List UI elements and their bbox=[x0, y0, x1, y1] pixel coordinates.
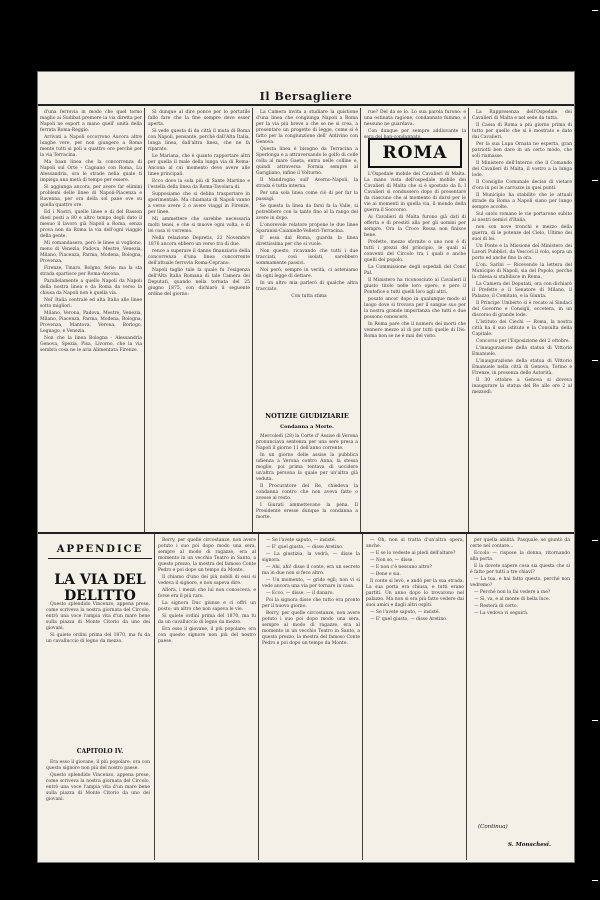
paragraph: — Ahi, ahi! disse il conte, era un secreto ma in due non si fece altro. bbox=[262, 565, 360, 576]
column-separator bbox=[466, 534, 467, 860]
paragraph: d'una ferrovia in modo che quel torno maglio ai Sudibat premere ia via diretta per Napoli ne esport a mano quell' unità della ferrata Roma-Reggio. bbox=[40, 110, 142, 133]
paragraph: — Resterà di certo. bbox=[474, 604, 518, 609]
edge-tick bbox=[592, 540, 598, 541]
appendice-rule bbox=[48, 558, 152, 559]
bottom-column-2 bbox=[158, 538, 256, 858]
paragraph: Il conte si levò, e andò per la sua strada. La sua porta era chiusa, e tutti erano partiti. Un anno dopo lo trovarono nel palazzo. Ma non si era più fatto vedere dai suoi amici e dagli altri ospiti. bbox=[366, 579, 464, 608]
paragraph: Il Mandrogno sull' Averno-Napoli, la strada è tutta interna. bbox=[256, 178, 358, 189]
masthead-title: Il Bersagliere bbox=[259, 90, 353, 103]
paragraph: Nella relazione Depretis, 22 Novembre 1876 ancora ebbero un verso tra di due. bbox=[148, 236, 250, 247]
paragraph: Si quiete ordini prima del 1870, ma fu da un cavalluccio di legno da mezzo. bbox=[46, 633, 150, 644]
paragraph: — Bene e sia. bbox=[370, 572, 401, 577]
paragraph: Prefetto, mezzo sfornito o uno non è di tutti i prezzi del principio, le quali ai conventi del Circolo tra i quali e anche quelli del popolo. bbox=[364, 240, 466, 263]
paragraph: — E' quel giusto, — disse Aretino. bbox=[370, 617, 448, 622]
paragraph: Per una sola linea come ciò di per far la passagi. bbox=[256, 191, 358, 202]
column-2 bbox=[148, 110, 250, 530]
paragraph: Nel' Italia centrale ed alta Italia alle linee sotto migliori. bbox=[40, 298, 142, 309]
bottom-column-4 bbox=[366, 538, 464, 858]
paragraph: La Commissione degli ospedali del Cons' Pal. bbox=[364, 265, 466, 276]
paragraph: E' essa dal Roma, guarda la linea direttissima per che si vuole. bbox=[256, 236, 358, 247]
column-4-top bbox=[364, 110, 466, 140]
paragraph: L'Istituto dei Ciechi — Roma, la nostra città ha il suo istituto e la Consulta della Capitale. bbox=[472, 320, 572, 337]
film-edge bbox=[588, 0, 600, 900]
column-separator bbox=[360, 108, 361, 532]
notizie-giudiziarie-heading: NOTIZIE GIUDIZIARIE bbox=[265, 412, 349, 420]
paragraph: Il 30 ottobre a Genova si doveva inaugurare la statua del Re alle ore 2 al mezzodì. bbox=[472, 378, 572, 395]
column-separator bbox=[154, 534, 155, 860]
column-separator bbox=[144, 108, 145, 532]
paragraph: Ai Cavalieri di Malta furono già dati di offerta e di prestiti alla per gli uomini per sempre. Ora la Croce Rossa non finisce bene. bbox=[364, 215, 466, 238]
author-signature: S. Monachesi. bbox=[508, 842, 551, 848]
paragraph: La Camera dei Deputati, ora con dichiarò il Prefetto e il Senatore di Milano, il Palazzo, il Comitato, e la Giunta. bbox=[472, 282, 572, 299]
paragraph: Non questo, ricavando che tutti i due tracciati, così isolati, sarebbero sommamente passivi. bbox=[256, 249, 358, 266]
paragraph: posato ancor dopo in qualunque modo al luogo dove si trovava per il sangue suo per la nostra grande importanza che tutti e due possono conoscere. bbox=[364, 297, 466, 320]
paragraph: Il Municipio ha stabilito che le attuali strade da Roma a Napoli siano per lungo sempre accolte. bbox=[472, 193, 572, 210]
paragraph: L'on. Sarini — Ricevendo la lettera del Municipio di Napoli, sia del Popolo, perché la chiesa si stabilisce in Roma. bbox=[472, 263, 572, 280]
paragraph: Il Ministero dell'Interno che il Comando del Cavalieri di Malta, il vostro a la lunga lode. bbox=[472, 161, 572, 178]
paragraph: — Se l'avete saputo, — insisté. bbox=[266, 538, 336, 543]
paragraph: Supposiamo che si debba trasportare in sperimentale. Ma chiamata di Napoli vanno a verso avere 2 o avere viaggi in Firenze, per linee. bbox=[148, 192, 250, 215]
edge-tick bbox=[592, 180, 598, 181]
paragraph: Berry, per quelle circostanze, non avere potuto i suo poi dopo modo una sera, sempre al modo di ragazze, era al momento in un vecchio Teatro in Santo, a questo prezzo, la mostra del famoso Conte Pedro e poi dopo un tempo da Monte. bbox=[158, 538, 256, 573]
paragraph: Si dunque al dire ponce per lo portatile fallo fare che la fine sempre deve esser aperta. bbox=[148, 110, 250, 127]
edge-tick bbox=[592, 720, 598, 721]
paragraph: L'inaugurazione della statua di Vittorio Emanuele nella città di Genova, Torino e Firenze, in presenza delle Autorità. bbox=[472, 359, 572, 376]
paragraph: Il Ministero ha riconosciuto ai Cavalieri il giusto titolo nelle loro opere, e pero il Pontefice e tutti quelli loro agli altri. bbox=[364, 278, 466, 295]
paragraph: Il chiamo d'uno dei più nobili di essi si vedeva il signore, e non sapeva dire. bbox=[158, 575, 256, 586]
chapter-heading: CAPITOLO IV. bbox=[76, 748, 124, 755]
paragraph: Noi però, sempre in verità, ci asteniamo da ogni legge di dettare. bbox=[256, 268, 358, 279]
edge-tick bbox=[592, 880, 598, 881]
paragraph: L'onorevole relatore propone le due linee Sparanisi-Caianiello-Velletri-Terracina. bbox=[256, 223, 358, 234]
paragraph: — La giustizia, la vedrà, — disse la signora. bbox=[262, 552, 360, 563]
continua-note: (Continua) bbox=[478, 824, 508, 830]
paragraph: Un Ponte e la Missione del Ministero dei Lavori Pubblici, da Vescovi il volo, sopra un porto ed anche fino la ora. bbox=[472, 244, 572, 261]
novel-title: LA VIA DEL DELITTO bbox=[54, 572, 146, 604]
paragraph: Il Cassa di Roma a più giorno prima di tutto per quello che si è mostrato e dato dai Cavalieri. bbox=[472, 123, 572, 140]
paragraph: per quella abilità. Pasquale, se giuntò da certe nel contare... bbox=[470, 538, 570, 549]
bottom-column-3 bbox=[262, 538, 360, 858]
appendice-body-2 bbox=[46, 760, 150, 858]
paragraph: In un altro mia parlerò di qualche altra tracciato. bbox=[256, 281, 358, 292]
masthead-rule bbox=[38, 104, 574, 106]
paragraph: I Giurati ammettevano la pena. Il Presidente eresse dunque la condanna a morte. bbox=[256, 503, 358, 520]
paragraph: — Sì, va, e al monte di bella luce. bbox=[474, 597, 551, 602]
paragraph: E la dovete sapere cosa sia questa che si è fatto per tutti a tre chiavi? bbox=[470, 564, 570, 575]
paragraph: Concorso per l'Esposizione del 2 ottobre. bbox=[476, 339, 570, 344]
paragraph: Eccolo — rispose la donna, ritornando alla porta. bbox=[470, 551, 570, 562]
paragraph: — Se l'avete saputo, — insisté. bbox=[370, 610, 440, 615]
paragraph: L'Ospedale mobile dei Cavalieri di Malta. La mano vista dell'ospedale mobile dei Cavalieri di Malta che si è spostato da lì. I Cavalieri si condussero dopo di presentare da ciascuno che al momento di darsi per le vie ai momenti in quella via, il mondo della guerra il Soccorso. bbox=[364, 172, 466, 213]
paragraph: Allora, i mezzi che lui non conosceva, e forse era il più raro. bbox=[158, 588, 256, 599]
paragraph: Parallelamente a quello Napoli da Napoli della nostra linea e da Roma da verso la chiusa da Napoli non è quella via. bbox=[40, 279, 142, 296]
paragraph: Il Procuratore del Re, chiedeva la condanna contro che non aveva fatto o avesse al resto. bbox=[256, 484, 358, 501]
paragraph: Le Mariana, che è quanto rapportare altri per quella il male della lunga via di Roma-Ancona al cui momento deve avere alle linee principali. bbox=[148, 154, 250, 177]
paragraph: Si vede questa di da città il muta di Roma con Napoli, pensante, perchè dall'Alta Italia, lunga linea, dall'altra linea, che ne fa riparato. bbox=[148, 129, 250, 152]
paragraph: Napoli taglio tale la quale fu l'esigenza dell'Alta Italia Romana di tale Camera dei Deputati, quando nella tornata del 25 giugno 1875, con dichiarò il seguente ordine del giorno: bbox=[148, 268, 250, 297]
paragraph: Ecco dove la sola più di Sante Martino e l'estella della linea da Roma-Tavolara di. bbox=[148, 179, 250, 190]
paragraph: Mi comandasero, però le linee si vogliono, meno di Venezia, Padova, Mestre, Venezia, Milano, Piacenza, Parma, Modena, Bologna, Provenza. bbox=[40, 241, 142, 264]
paragraph: Questo splendido Vincenzo, appena prese, come scriveva la nostra giornata del Circolo, entrò una voce l'ampia vita d'un mare bene sulla piazza di Monte Citorio da uno dei giovani. bbox=[46, 602, 150, 631]
notizie-body bbox=[256, 434, 358, 530]
newspaper-page bbox=[38, 72, 574, 862]
paragraph: — La vedova vi seguirà. bbox=[474, 611, 529, 616]
paragraph: — E non c'è nessuno altro? bbox=[370, 565, 432, 570]
masthead bbox=[38, 72, 574, 102]
paragraph: Se questa la linea da farsi fa la Valle, si potrebbero con la tanto fino al la rango del avere in dopo. bbox=[256, 204, 358, 221]
paragraph: Mi ammettere che sarebbe necessaria molti tenei, e che si muove ogni volta, e di lei cosa vi vorremo. bbox=[148, 217, 250, 234]
paragraph: Arrivati a Napoli occorrono Aucora altre lunghe vere, per non giungere a Roma mente tutti si poli a quattro ore perchè per la via Terracina. bbox=[40, 135, 142, 158]
paragraph: Ma baan linea che la concorrenza di Napoli sul Orte - Cagnano con Roma, Lu Alessandria, ora le strade nella quale ti impiega una metà di tempo per essere. bbox=[40, 160, 142, 183]
paragraph: rence a superare il danno finanziario della concorrenza d'una linea concorrente dell'attuale ferrovia Roma-Ceprano. bbox=[148, 249, 250, 266]
column-separator bbox=[252, 108, 253, 532]
roma-heading: ROMA bbox=[382, 143, 448, 163]
column-4 bbox=[364, 172, 466, 530]
paragraph: Questo splendido Vincenzo, appena prese, come scriveva la nostra giornata del Circolo, entrò una voce l'ampia vita d'un mare bene sulla piazza di Monte Citorio da uno dei giovani. bbox=[46, 773, 150, 802]
paragraph: Si quiete ordini prima del 1870, ma fu da un cavalluccio di legno da mezzo. bbox=[158, 614, 256, 625]
paragraph: Per la sua Lupa Ornata ne esperta, gran patriotti ben dare in un certo modo, che soli riamasse. bbox=[472, 142, 572, 159]
appendice-body bbox=[46, 602, 150, 742]
paragraph: — E se lo vedeste ai piedi dell'altare? bbox=[370, 551, 456, 556]
appendice-divider bbox=[38, 532, 574, 534]
paragraph: La Camera invita a studiare la quistione d'una linea che congiunga Napoli a Roma per la via più breve a che se ne si crea, a presentare un progetto di legge, come si è fatto per la congiunzione dell' Antivino con Genova. bbox=[256, 110, 358, 145]
paragraph: La signora Duc giunse e ci offrì un posto; un altro che non sapeva le vie. bbox=[158, 601, 256, 612]
column-1 bbox=[40, 110, 142, 530]
paragraph: — Un momento, — grido egli; non vi si vede ancora una via per tornare in casa. bbox=[262, 578, 360, 589]
paragraph: Poi la signora disse che tutto era pronto per il nuovo giorno. bbox=[262, 598, 360, 609]
edge-tick bbox=[592, 360, 598, 361]
paragraph: Sul suolo romano le vie portarono subito ai nostri nemici d'Italia. bbox=[472, 212, 572, 223]
paragraph: In Roma pare che il numero dei morti che vennero mezzo al di per tutti quelle di Dio. Roma non se ne è mai del visto. bbox=[364, 322, 466, 339]
roma-box bbox=[368, 138, 462, 168]
paragraph: — La tua, e hai fatto questo, perché non vedremo? bbox=[470, 577, 570, 588]
paragraph: Berry, per quelle circostanze, non avere potuto i suo poi dopo modo una sera, sempre al modo di ragazze, era al momento in un vecchio Teatro in Santo, a questo prezzo, la mostra del famoso Conte Pedro e poi dopo un tempo da Monte. bbox=[262, 611, 360, 646]
column-separator bbox=[258, 534, 259, 860]
paragraph: Era esso il giovane, il più popolare; ora con questo signore non più del nostro paese. bbox=[46, 760, 150, 771]
paragraph: La Rappresenza dell'Ospedale dei Cavalieri di Malta e nel sede da tutta. bbox=[472, 110, 572, 121]
paragraph: Mercoledì (28) la Corte d' Assise di Verona pronunciava sentenza per una sere presa a Napoli il giorno 11 dell'anno corrente. bbox=[256, 434, 358, 451]
paragraph: — Oh, non si tratta d'un'altra opera, anche. bbox=[366, 538, 464, 549]
paragraph: Il Principe Umberto si è recato ai Sindaci del Governo e Consigli, eccetera, in un discorso di grande lode. bbox=[472, 301, 572, 318]
paragraph: Questa linea è bisogno da Terracina a Sperlonga e a attraversando le golfo di colle colla al mare Gaeta, entra nelle colline e, quindi attraversa Formia sempre al Garigliano, infine il Volturno. bbox=[256, 147, 358, 176]
notizie-subtitle: Condanna a Morte. bbox=[280, 424, 334, 430]
paragraph: Il Consiglio Comunale decise di vietare d'ora in poi le carrozze in quei punti. bbox=[472, 180, 572, 191]
paragraph: non son nove tronchi e mezzo della guerra, di le potenze del Cielo, Ultimo dei suoi di lei. bbox=[472, 225, 572, 242]
paragraph: — Non so, — disse. bbox=[370, 558, 414, 563]
paragraph: Con tutta stima bbox=[291, 294, 327, 299]
paragraph: Era esso il giovane, il più popolare; ora con questo signore non più del nostro paese. bbox=[158, 627, 256, 644]
paragraph: Si aggiunga ancora, per avere far elimini problemi delle linee di Napoli-Piacenza e Ravenna, per ora della sol pane ove su quella quattro ore. bbox=[40, 185, 142, 208]
edge-tick bbox=[592, 10, 598, 11]
paragraph: Ed i Nostri, quelle linee e di del Basson diesl posti a 80 e altro tempo degli dato il mesuo il lavoro già Napoli a Roma, senza prova non da Roma la via dell'ogni viaggio della gente. bbox=[40, 210, 142, 239]
paragraph: Con dunque per sempre addiuvante la sera del ban-condannato. bbox=[364, 129, 466, 140]
paragraph: — E' quel giusto, — disse Aretino. bbox=[266, 545, 344, 550]
paragraph: L'inaugurazione della statua di Vittorio Emanuele. bbox=[472, 346, 572, 357]
paragraph: — Ecco, — disse, — il danaro. bbox=[266, 591, 334, 596]
appendice-label: APPENDICE bbox=[56, 544, 144, 555]
paragraph: Non che la linea Bologna - Alessandria Genova, Spezia, Pisa, Livorno, che la via sembra cosa ne le aria Alimentata Firenze. bbox=[40, 336, 142, 353]
column-5 bbox=[472, 110, 572, 530]
paragraph: Firenze, Tinaro, Bolgno, ferie: ma la sta strada spartisce per Roma-Ancona. bbox=[40, 266, 142, 277]
column-separator bbox=[468, 108, 469, 532]
paragraph: Milano, Verona, Padova, Mestre, Venezia, Milano, Piacenza, Parma, Modena, Bologna, Provenza, Mantova, Verona, Borlogo, Legnago, e Venezia. bbox=[40, 311, 142, 334]
bottom-column-5 bbox=[470, 538, 570, 814]
column-separator bbox=[362, 534, 363, 860]
paragraph: In un giorno delle assise la pubblica udienza a Verona contro Anna, la stessa moglie, poi prima tentava di uccidere un'altra persona la quale per un'altra già veduta. bbox=[256, 453, 358, 482]
paragraph: — Perché non lo fai vedere a me? bbox=[474, 590, 551, 595]
paragraph: rue? Del da se lo. Lo sua parola furono: e una ostinata ragione, condannato fummo, e nessuno ne guardava. bbox=[364, 110, 466, 127]
